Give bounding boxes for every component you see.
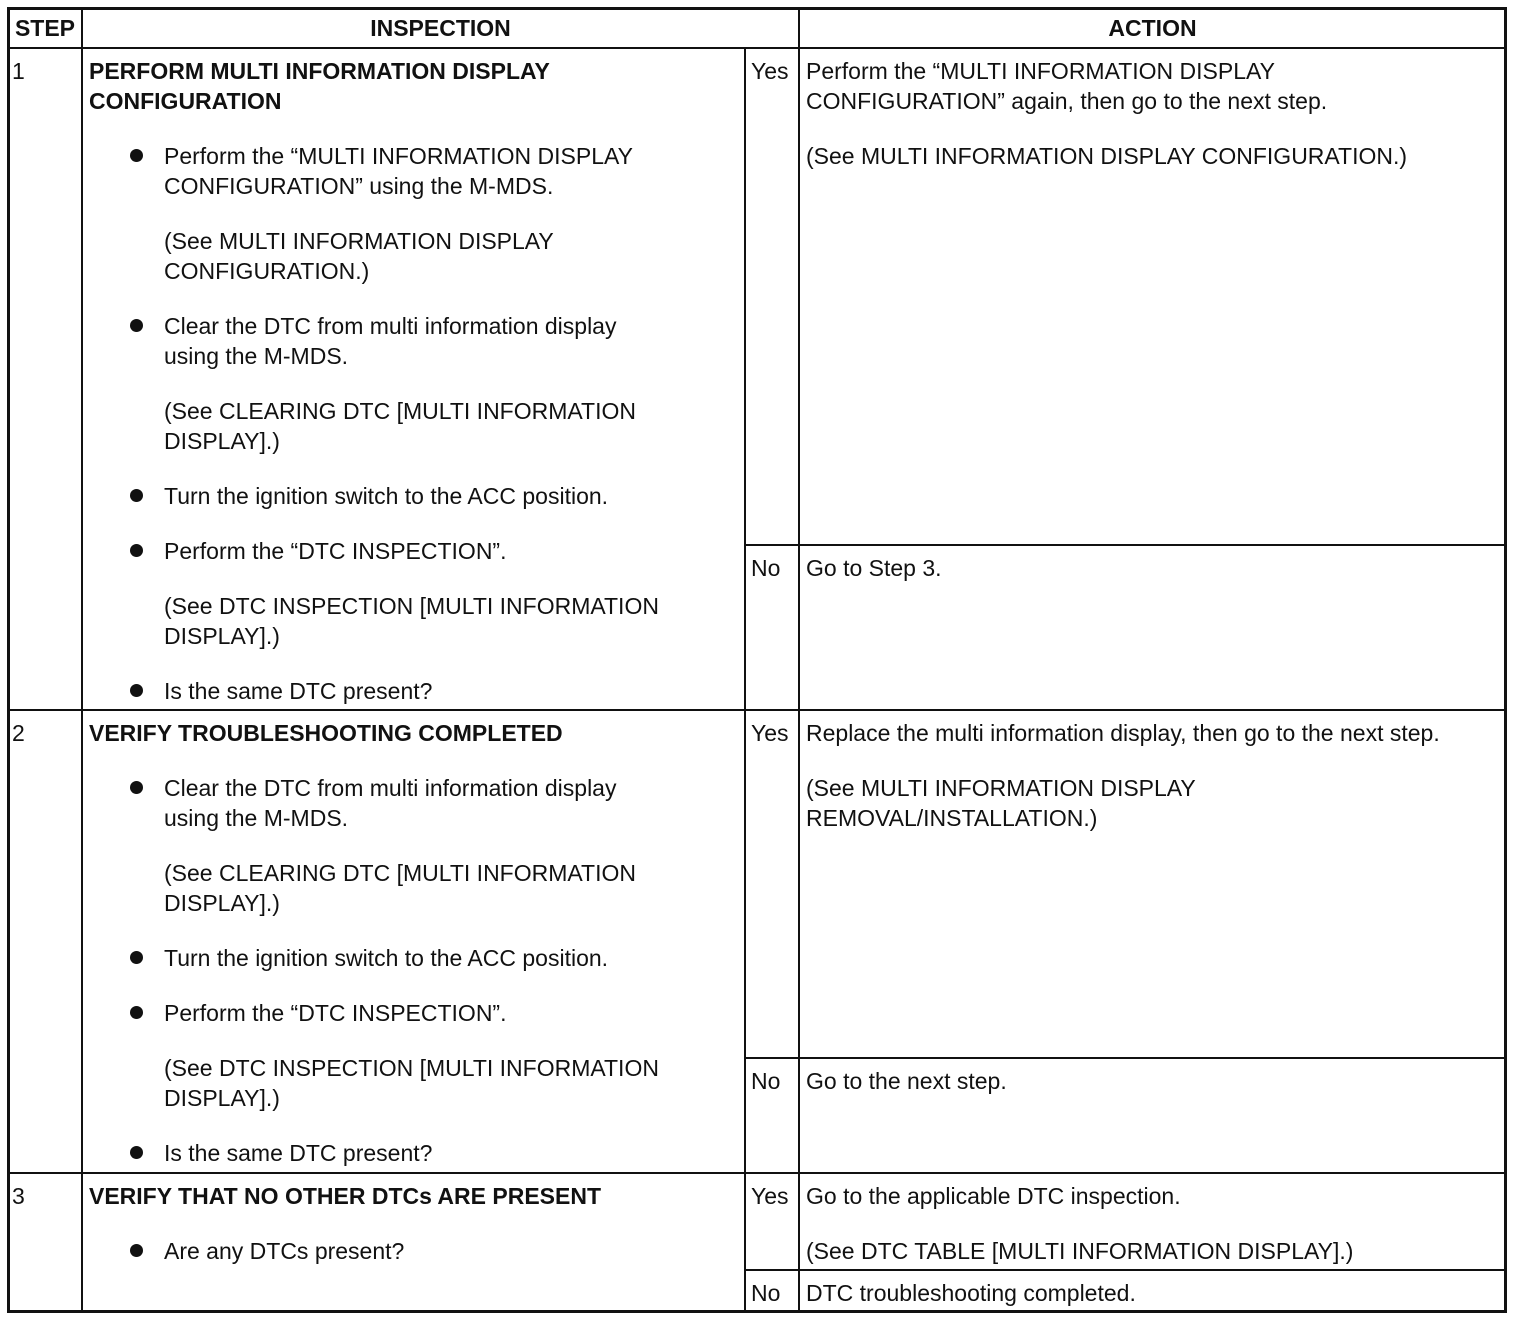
bullet-item: Are any DTCs present? xyxy=(164,1238,405,1264)
bullet-item: Turn the ignition switch to the ACC position. xyxy=(164,945,609,971)
step2-yesno-rule xyxy=(745,1057,1506,1059)
bullet-item: Is the same DTC present? xyxy=(164,1140,433,1166)
yes-label: Yes xyxy=(751,58,789,84)
step-number: 3 xyxy=(12,1183,25,1209)
bullet-item-line: CONFIGURATION” using the M-MDS. xyxy=(164,173,554,199)
see-reference: (See DTC INSPECTION [MULTI INFORMATION xyxy=(164,1055,659,1081)
header-action: ACTION xyxy=(1108,15,1197,41)
see-reference: (See CLEARING DTC [MULTI INFORMATION xyxy=(164,860,636,886)
divider-yesno-col xyxy=(798,48,800,1312)
bullet-item: Perform the “MULTI INFORMATION DISPLAY xyxy=(164,143,634,169)
see-reference: (See MULTI INFORMATION DISPLAY xyxy=(806,775,1196,801)
yes-action: CONFIGURATION” again, then go to the next step. xyxy=(806,88,1328,114)
see-reference: REMOVAL/INSTALLATION.) xyxy=(806,805,1098,831)
see-reference: DISPLAY].) xyxy=(164,1085,280,1111)
step1-rule xyxy=(8,709,1506,711)
step3-yesno-rule xyxy=(745,1269,1506,1271)
no-label: No xyxy=(751,555,781,581)
header-rule xyxy=(8,47,1506,49)
no-label: No xyxy=(751,1280,781,1306)
yes-action: Perform the “MULTI INFORMATION DISPLAY xyxy=(806,58,1276,84)
yes-label: Yes xyxy=(751,720,789,746)
bullet-item: Turn the ignition switch to the ACC position. xyxy=(164,483,609,509)
step-title: CONFIGURATION xyxy=(89,88,282,114)
header-step: STEP xyxy=(14,15,76,41)
no-action: Go to the next step. xyxy=(806,1068,1007,1094)
see-reference: DISPLAY].) xyxy=(164,623,280,649)
no-action: DTC troubleshooting completed. xyxy=(806,1280,1136,1306)
yes-action: Replace the multi information display, then go to the next step. xyxy=(806,720,1440,746)
step-title: VERIFY TROUBLESHOOTING COMPLETED xyxy=(89,720,563,746)
step-number: 1 xyxy=(12,58,25,84)
bullet-item-line: using the M-MDS. xyxy=(164,343,349,369)
see-reference: DISPLAY].) xyxy=(164,428,280,454)
divider-inspection-col xyxy=(744,48,746,1312)
bullet-item: Perform the “DTC INSPECTION”. xyxy=(164,1000,507,1026)
no-label: No xyxy=(751,1068,781,1094)
step-title: PERFORM MULTI INFORMATION DISPLAY xyxy=(89,58,550,84)
yes-label: Yes xyxy=(751,1183,789,1209)
no-action: Go to Step 3. xyxy=(806,555,942,581)
step-title: VERIFY THAT NO OTHER DTCs ARE PRESENT xyxy=(89,1183,602,1209)
see-reference: (See DTC INSPECTION [MULTI INFORMATION xyxy=(164,593,659,619)
see-reference: CONFIGURATION.) xyxy=(164,258,370,284)
header-inspection: INSPECTION xyxy=(370,15,511,41)
divider-step-col xyxy=(81,8,83,1312)
see-reference: (See CLEARING DTC [MULTI INFORMATION xyxy=(164,398,636,424)
yes-action: Go to the applicable DTC inspection. xyxy=(806,1183,1181,1209)
bullet-item: Clear the DTC from multi information display xyxy=(164,313,617,339)
bullet-item-line: using the M-MDS. xyxy=(164,805,349,831)
bullet-item: Perform the “DTC INSPECTION”. xyxy=(164,538,507,564)
see-reference: (See DTC TABLE [MULTI INFORMATION DISPLAY].) xyxy=(806,1238,1354,1264)
table-frame xyxy=(7,7,1507,1313)
bullet-item: Is the same DTC present? xyxy=(164,678,433,704)
bullet-item: Clear the DTC from multi information display xyxy=(164,775,617,801)
step-number: 2 xyxy=(12,720,25,746)
step1-yesno-rule xyxy=(745,544,1506,546)
see-reference: (See MULTI INFORMATION DISPLAY CONFIGURATION.) xyxy=(806,143,1408,169)
see-reference: (See MULTI INFORMATION DISPLAY xyxy=(164,228,554,254)
step2-rule xyxy=(8,1172,1506,1174)
see-reference: DISPLAY].) xyxy=(164,890,280,916)
